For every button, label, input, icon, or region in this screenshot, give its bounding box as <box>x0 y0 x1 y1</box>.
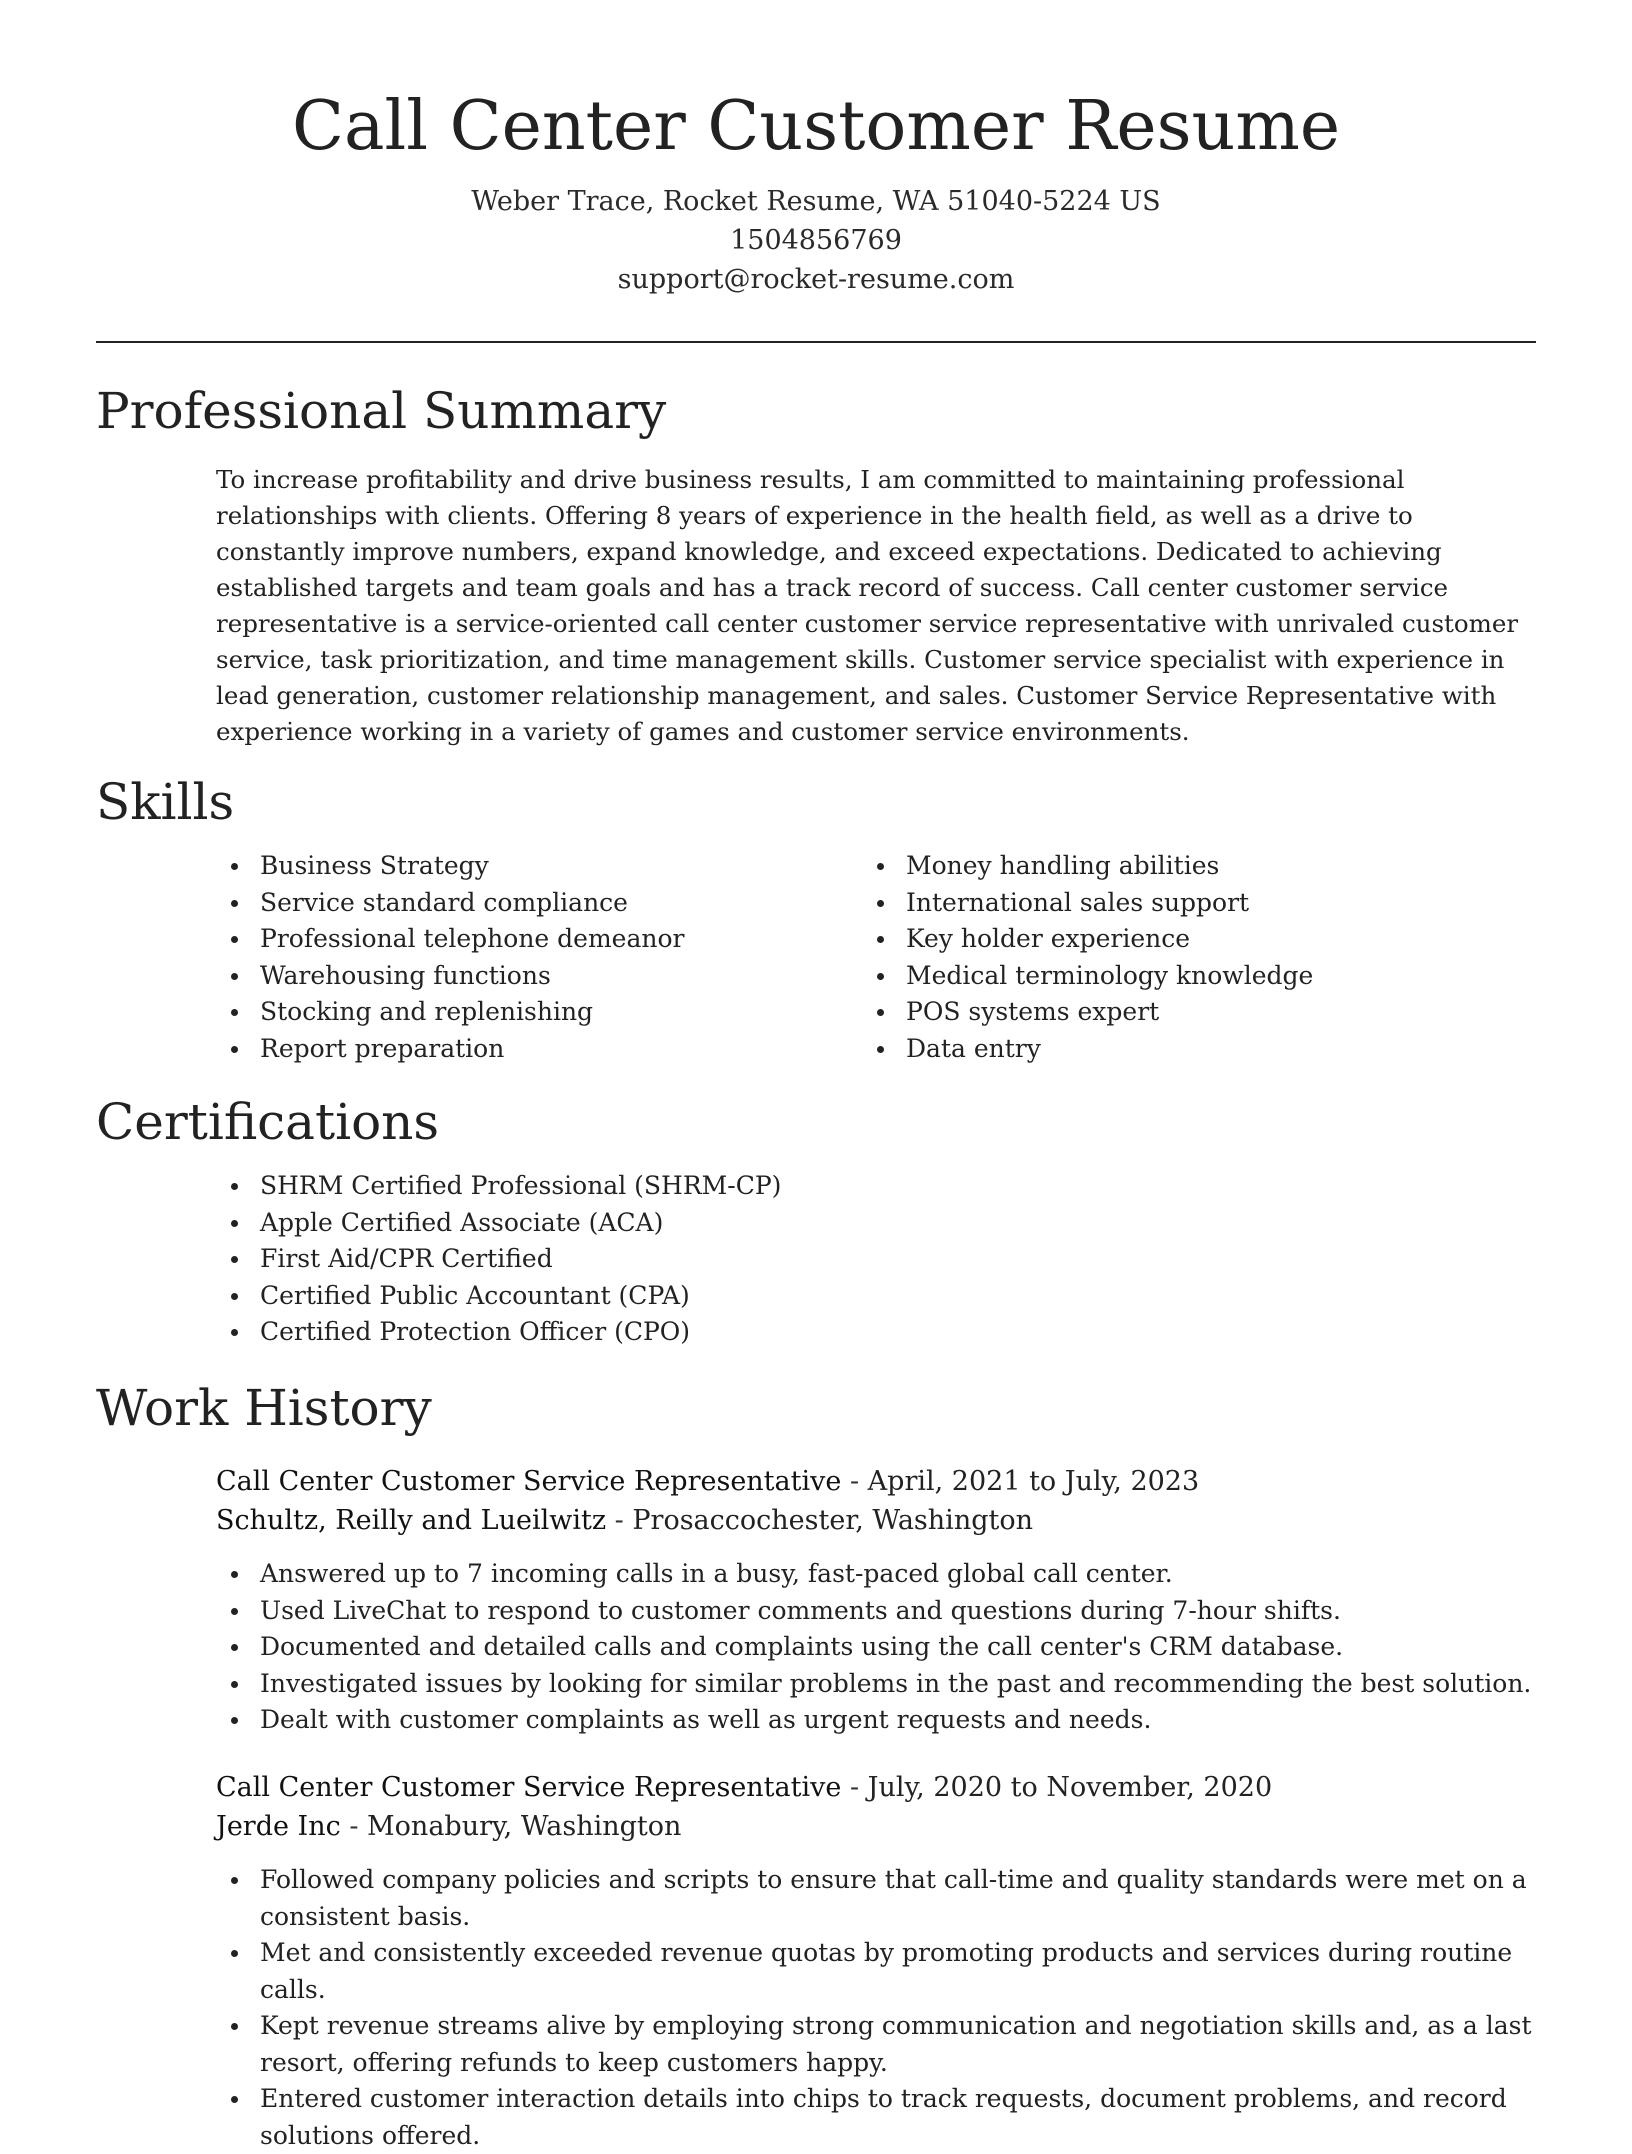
job-bullet: Answered up to 7 incoming calls in a busy, fast-paced global call center. <box>216 1556 1546 1593</box>
certification-item: Apple Certified Associate (ACA) <box>216 1205 1516 1242</box>
job-bullet: Kept revenue streams alive by employing strong communication and negotiation skills and, as a last resort, offering refunds to keep customers happy. <box>216 2008 1546 2081</box>
skill-item: Stocking and replenishing <box>216 994 816 1031</box>
job-dates: July, 2020 to November, 2020 <box>867 1772 1273 1803</box>
job-company: Jerde Inc <box>216 1811 341 1842</box>
work-history-heading: Work History <box>96 1379 432 1437</box>
skill-item: Data entry <box>862 1031 1522 1068</box>
skills-heading: Skills <box>96 773 235 831</box>
job-role: Call Center Customer Service Representative <box>216 1772 842 1803</box>
skills-list-right <box>862 848 1522 1067</box>
job-title-line <box>216 1462 1199 1501</box>
certifications-list <box>216 1168 1516 1351</box>
certification-item: Certified Protection Officer (CPO) <box>216 1314 1516 1351</box>
job-title-line <box>216 1768 1272 1807</box>
phone: 1504856769 <box>730 225 902 256</box>
job-location: Monabury, Washington <box>367 1811 682 1842</box>
certification-item: SHRM Certified Professional (SHRM-CP) <box>216 1168 1516 1205</box>
job-company-line <box>216 1501 1033 1540</box>
job-bullets <box>216 1556 1546 1739</box>
certifications-heading: Certifications <box>96 1093 440 1151</box>
skill-item: Money handling abilities <box>862 848 1522 885</box>
skill-item: POS systems expert <box>862 994 1522 1031</box>
skills-list-left <box>216 848 816 1067</box>
summary-text: To increase profitability and drive business results, I am committed to maintaining professional relationships with clients. Offering 8 years of experience in the health field, as well as a drive to constantly improve numbers, expand knowledge, and exceed expectations. Dedicated to achieving established targets and team goals and has a track record of success. Call center customer service representative is a service-oriented call center customer service representative with unrivaled customer service, task prioritization, and time management skills. Customer service specialist with experience in lead generation, customer relationship management, and sales. Customer Service Representative with experience working in a variety of games and customer service environments. <box>216 465 1519 746</box>
header-divider <box>96 341 1536 343</box>
candidate-name: Call Center Customer Resume <box>291 87 1341 166</box>
skill-item: Business Strategy <box>216 848 816 885</box>
separator: - <box>340 1811 368 1842</box>
job-location: Prosaccochester, Washington <box>632 1505 1033 1536</box>
job-company: Schultz, Reilly and Lueilwitz <box>216 1505 607 1536</box>
job-dates: April, 2021 to July, 2023 <box>867 1466 1200 1497</box>
job-bullet: Met and consistently exceeded revenue quotas by promoting products and services during routine calls. <box>216 1935 1546 2008</box>
job-bullet: Dealt with customer complaints as well as urgent requests and needs. <box>216 1702 1546 1739</box>
job-role: Call Center Customer Service Representative <box>216 1466 842 1497</box>
skill-item: International sales support <box>862 885 1522 922</box>
certification-item: Certified Public Accountant (CPA) <box>216 1278 1516 1315</box>
skill-item: Professional telephone demeanor <box>216 921 816 958</box>
job-bullets <box>216 1862 1546 2154</box>
summary-heading: Professional Summary <box>96 382 667 440</box>
job-bullet: Documented and detailed calls and complaints using the call center's CRM database. <box>216 1629 1546 1666</box>
address: Weber Trace, Rocket Resume, WA 51040-5224 US <box>471 186 1161 217</box>
job-bullet: Used LiveChat to respond to customer comments and questions during 7-hour shifts. <box>216 1593 1546 1630</box>
email: support@rocket-resume.com <box>617 264 1015 295</box>
separator: - <box>841 1772 868 1803</box>
separator: - <box>841 1466 868 1497</box>
skill-item: Report preparation <box>216 1031 816 1068</box>
skill-item: Service standard compliance <box>216 885 816 922</box>
resume-header <box>0 82 1632 299</box>
skill-item: Warehousing functions <box>216 958 816 995</box>
separator: - <box>606 1505 633 1536</box>
job-bullet: Investigated issues by looking for similar problems in the past and recommending the best solution. <box>216 1666 1546 1703</box>
job-bullet: Entered customer interaction details into chips to track requests, document problems, and record solutions offered. <box>216 2081 1546 2154</box>
skill-item: Medical terminology knowledge <box>862 958 1522 995</box>
job-bullet: Followed company policies and scripts to ensure that call-time and quality standards were met on a consistent basis. <box>216 1862 1546 1935</box>
job-company-line <box>216 1807 681 1846</box>
skill-item: Key holder experience <box>862 921 1522 958</box>
certification-item: First Aid/CPR Certified <box>216 1241 1516 1278</box>
